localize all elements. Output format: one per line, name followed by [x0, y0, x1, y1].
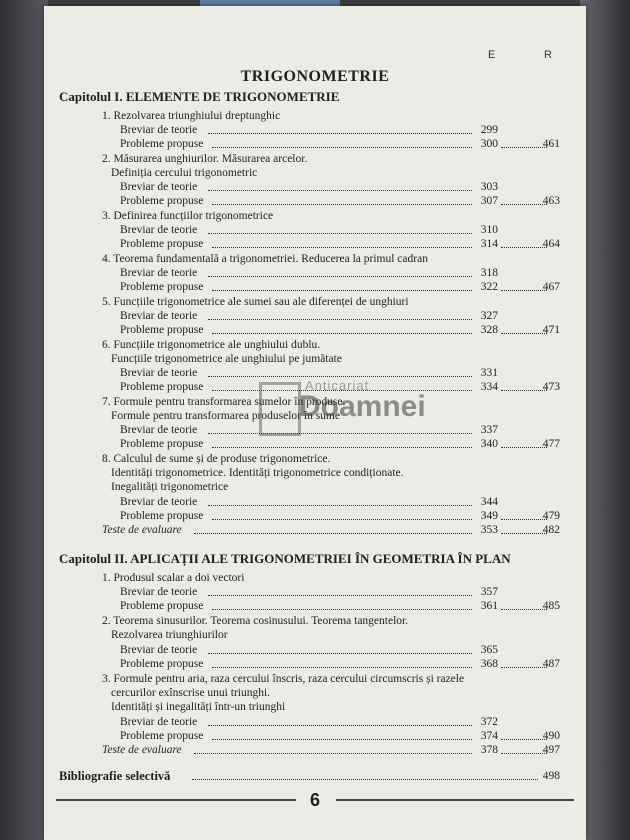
toc-entry-probleme: Probleme propuse — [120, 730, 204, 742]
page-ref-r: 490 — [542, 730, 560, 742]
dot-leader — [206, 224, 474, 237]
toc-entry-subtitle: Formule pentru transformarea produselor în sume — [111, 410, 340, 422]
dot-leader — [210, 324, 474, 337]
toc-entry-probleme: Probleme propuse — [120, 238, 204, 250]
page-ref-r: 471 — [542, 324, 560, 336]
dot-leader — [210, 138, 474, 151]
dot-leader — [206, 267, 474, 280]
toc-entry-breviar: Breviar de teorie — [120, 367, 198, 379]
dot-leader — [210, 238, 474, 251]
watermark-logo-icon — [259, 382, 301, 436]
page-ref-r: 485 — [542, 600, 560, 612]
page-ref-e: 327 — [480, 310, 498, 322]
page-ref-e: 344 — [480, 496, 498, 508]
dot-leader — [210, 658, 474, 671]
toc-entry-probleme: Probleme propuse — [120, 600, 204, 612]
toc-entry-title: 8. Calculul de sume și de produse trigonometrice. — [102, 453, 331, 465]
background-right — [580, 0, 630, 840]
toc-entry-breviar: Breviar de teorie — [120, 310, 198, 322]
footer-rule-right — [336, 799, 574, 801]
toc-entry-title: 3. Definirea funcțiilor trigonometrice — [102, 210, 274, 222]
toc-entry-title: 6. Funcțiile trigonometrice ale unghiului dublu. — [102, 339, 321, 351]
toc-entry-bibliography: Bibliografie selectivă — [59, 769, 171, 783]
dot-leader — [210, 438, 474, 451]
dot-leader — [206, 716, 474, 729]
toc-entry-title: 7. Formule pentru transformarea sumelor în produse. — [102, 396, 346, 408]
dot-leader — [192, 744, 474, 757]
page-ref-e: 349 — [480, 510, 498, 522]
page-ref-e: 307 — [480, 195, 498, 207]
background-left — [0, 0, 48, 840]
toc-entry-breviar: Breviar de teorie — [120, 496, 198, 508]
page-ref-r: 479 — [542, 510, 560, 522]
page-ref-e: 365 — [480, 644, 498, 656]
dot-leader — [210, 730, 474, 743]
page-ref-e: 368 — [480, 658, 498, 670]
page-ref-e: 340 — [480, 438, 498, 450]
toc-entry-title: 2. Teorema sinusurilor. Teorema cosinusului. Teorema tangentelor. — [102, 615, 409, 627]
dot-leader — [206, 586, 474, 599]
toc-entry-probleme: Probleme propuse — [120, 195, 204, 207]
toc-entry-title: 1. Rezolvarea triunghiului dreptunghic — [102, 110, 281, 122]
page-ref-r: 461 — [542, 138, 560, 150]
dot-leader — [210, 281, 474, 294]
toc-entry-breviar: Breviar de teorie — [120, 644, 198, 656]
toc-entry-probleme: Probleme propuse — [120, 438, 204, 450]
toc-entry-teste: Teste de evaluare — [102, 744, 182, 756]
chapter-2-heading: Capitolul II. APLICAȚII ALE TRIGONOMETRIEI ÎN GEOMETRIA ÎN PLAN — [59, 551, 511, 566]
toc-entry-probleme: Probleme propuse — [120, 324, 204, 336]
toc-entry-title: 1. Produsul scalar a doi vectori — [102, 572, 245, 584]
dot-leader — [210, 195, 474, 208]
dot-leader — [206, 496, 474, 509]
column-e-header: E — [488, 49, 496, 61]
page-ref-e: 331 — [480, 367, 498, 379]
toc-entry-breviar: Breviar de teorie — [120, 224, 198, 236]
book-page — [44, 6, 586, 840]
page-ref-e: 303 — [480, 181, 498, 193]
watermark-big-text: Doamnei — [299, 390, 426, 423]
toc-entry-probleme: Probleme propuse — [120, 281, 204, 293]
page-ref-e: 328 — [480, 324, 498, 336]
page-ref-r: 482 — [542, 524, 560, 536]
toc-entry-breviar: Breviar de teorie — [120, 716, 198, 728]
page-ref-r: 464 — [542, 238, 560, 250]
dot-leader — [206, 124, 474, 137]
page-ref-r: 497 — [542, 744, 560, 756]
toc-entry-teste: Teste de evaluare — [102, 524, 182, 536]
dot-leader — [206, 310, 474, 323]
page-ref-e: 300 — [480, 138, 498, 150]
toc-entry-breviar: Breviar de teorie — [120, 424, 198, 436]
watermark — [259, 378, 429, 438]
watermark-small-text: Anticariat — [305, 378, 370, 393]
dot-leader — [210, 600, 474, 613]
dot-leader — [192, 524, 474, 537]
page-title: TRIGONOMETRIE — [240, 68, 390, 85]
toc-entry-subtitle: cercurilor exînscrise unui triunghi. — [111, 687, 271, 699]
toc-entry-breviar: Breviar de teorie — [120, 267, 198, 279]
toc-entry-probleme: Probleme propuse — [120, 138, 204, 150]
page-ref-e: 378 — [480, 744, 498, 756]
toc-entry-breviar: Breviar de teorie — [120, 181, 198, 193]
toc-entry-breviar: Breviar de teorie — [120, 124, 198, 136]
toc-entry-subtitle: Funcțiile trigonometrice ale unghiului pe jumătate — [111, 353, 342, 365]
page-ref-r: 498 — [542, 770, 560, 782]
toc-entry-title: 3. Formule pentru aria, raza cercului înscris, raza cercului circumscris și razele — [102, 673, 465, 685]
dot-leader — [206, 644, 474, 657]
toc-entry-subtitle: Definiția cercului trigonometric — [111, 167, 258, 179]
toc-entry-subtitle: Identități și inegalități într-un triunghi — [111, 701, 286, 713]
toc-entry-breviar: Breviar de teorie — [120, 586, 198, 598]
toc-entry-title: 4. Teorema fundamentală a trigonometriei. Reducerea la primul cadran — [102, 253, 428, 265]
page-ref-e: 372 — [480, 716, 498, 728]
toc-entry-subtitle: Identități trigonometrice. Identități trigonometrice condiționate. — [111, 467, 404, 479]
page-ref-e: 314 — [480, 238, 498, 250]
page-ref-e: 374 — [480, 730, 498, 742]
page-ref-e: 337 — [480, 424, 498, 436]
page-ref-e: 310 — [480, 224, 498, 236]
toc-entry-title: 2. Măsurarea unghiurilor. Măsurarea arcelor. — [102, 153, 308, 165]
page-ref-e: 334 — [480, 381, 498, 393]
page-ref-r: 467 — [542, 281, 560, 293]
toc-entry-subtitle: Rezolvarea triunghiurilor — [111, 629, 228, 641]
page-ref-e: 353 — [480, 524, 498, 536]
page-ref-e: 361 — [480, 600, 498, 612]
page-ref-r: 487 — [542, 658, 560, 670]
toc-entry-probleme: Probleme propuse — [120, 381, 204, 393]
toc-entry-subtitle: Inegalități trigonometrice — [111, 481, 229, 493]
footer-rule-left — [56, 799, 296, 801]
dot-leader — [190, 770, 540, 783]
page-ref-e: 318 — [480, 267, 498, 279]
dot-leader — [210, 510, 474, 523]
page-ref-r: 477 — [542, 438, 560, 450]
page-ref-e: 357 — [480, 586, 498, 598]
page-ref-e: 299 — [480, 124, 498, 136]
chapter-1-heading: Capitolul I. ELEMENTE DE TRIGONOMETRIE — [59, 89, 340, 104]
page-ref-r: 463 — [542, 195, 560, 207]
column-r-header: R — [544, 49, 552, 61]
page-number: 6 — [309, 790, 320, 810]
dot-leader — [206, 181, 474, 194]
toc-entry-probleme: Probleme propuse — [120, 510, 204, 522]
toc-entry-probleme: Probleme propuse — [120, 658, 204, 670]
toc-entry-title: 5. Funcțiile trigonometrice ale sumei sau ale diferenței de unghiuri — [102, 296, 409, 308]
page-ref-r: 473 — [542, 381, 560, 393]
page-ref-e: 322 — [480, 281, 498, 293]
